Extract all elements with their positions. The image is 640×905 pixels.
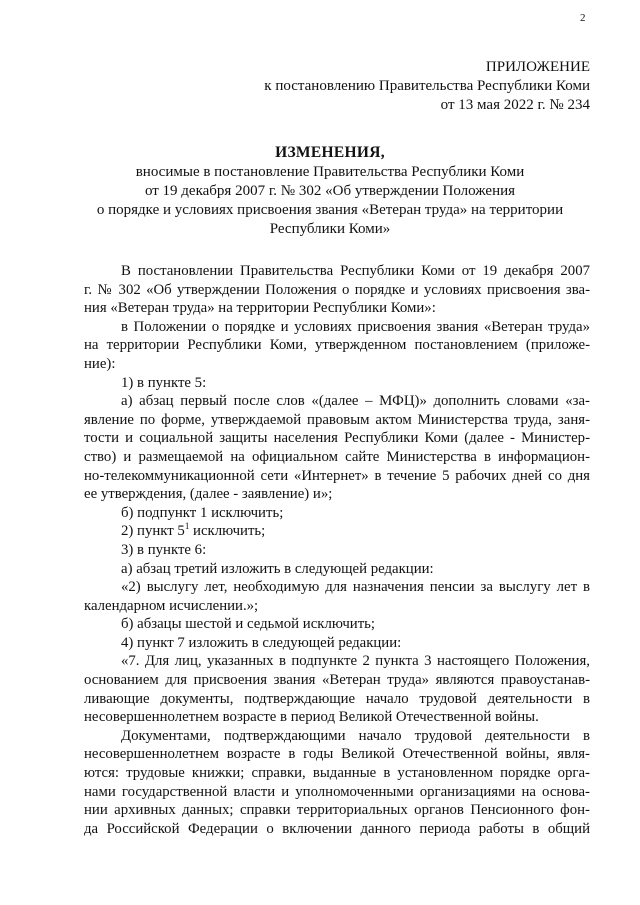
- body-line: ее утверждения, (далее - заявление) и»;: [84, 486, 333, 503]
- body-line: основанием для присвоения звания «Ветеран труда» являются правоустанав-: [84, 672, 590, 689]
- body-line: явление по форме, утверждаемой правовым актом Министерства труда, заня-: [84, 411, 590, 428]
- body-line: календарном исчислении.»;: [84, 597, 259, 614]
- body-text: исключить;: [189, 523, 266, 540]
- appendix-block: [264, 58, 590, 115]
- body-line: «7. Для лиц, указанных в подпункте 2 пункта 3 настоящего Положения,: [121, 653, 590, 670]
- body-line: ливающие документы, подтверждающие начало трудовой деятельности в: [84, 690, 590, 707]
- body-line: ния «Ветеран труда» на территории Республики Коми»:: [84, 300, 436, 317]
- body-line: 3) в пункте 6:: [121, 541, 207, 558]
- body-line: на территории Республики Коми, утвержденном постановлением (приложе-: [84, 337, 590, 354]
- document-body: [84, 262, 590, 838]
- appendix-title: ПРИЛОЖЕНИЕ: [485, 59, 590, 75]
- appendix-line: к постановлению Правительства Республики Коми: [264, 78, 590, 94]
- heading-line: Республики Коми»: [269, 221, 391, 237]
- body-line: 1) в пункте 5:: [121, 374, 207, 391]
- body-line: б) подпункт 1 исключить;: [121, 504, 284, 521]
- body-line: [84, 522, 590, 541]
- body-line: ство) и размещаемой на официальном сайте Министерства в информацион-: [84, 448, 590, 465]
- body-line: но-телекоммуникационной сети «Интернет» в течение 5 рабочих дней со дня: [84, 467, 590, 484]
- body-line: а) абзац третий изложить в следующей редакции:: [121, 560, 434, 577]
- body-line: г. № 302 «Об утверждении Положения о порядке и условиях присвоения зва-: [84, 281, 590, 298]
- body-text: 2) пункт 5: [121, 523, 185, 540]
- heading-line: вносимые в постановление Правительства Республики Коми: [135, 164, 525, 180]
- body-line: «2) выслугу лет, необходимую для назначения пенсии за выслугу лет в: [121, 579, 590, 596]
- body-line: ние):: [84, 355, 116, 372]
- body-line: ются: трудовые книжки; справки, выданные в установленном порядке орга-: [84, 765, 590, 782]
- body-line: тости и социальной защиты населения Республики Коми (далее - Министер-: [84, 430, 590, 447]
- body-line: да Российской Федерации о включении данного периода работы в общий: [84, 820, 590, 837]
- heading-line: от 19 декабря 2007 г. № 302 «Об утверждении Положения: [144, 183, 516, 199]
- page-number: 2: [580, 12, 586, 24]
- body-line: В постановлении Правительства Республики Коми от 19 декабря 2007: [121, 263, 590, 279]
- appendix-line: от 13 мая 2022 г. № 234: [440, 97, 590, 113]
- body-line: б) абзацы шестой и седьмой исключить;: [121, 616, 376, 633]
- body-line: несовершеннолетнем возрасте в годы Великой Отечественной войны, явля-: [84, 746, 590, 763]
- document-title: ИЗМЕНЕНИЯ,: [275, 144, 385, 161]
- body-line: Документами, подтверждающими начало трудовой деятельности в: [121, 727, 590, 744]
- body-line: в Положении о порядке и условиях присвоения звания «Ветеран труда»: [121, 318, 590, 335]
- body-line: 4) пункт 7 изложить в следующей редакции:: [121, 634, 402, 651]
- body-line: несовершеннолетнем возрасте в период Великой Отечественной войны.: [84, 709, 539, 726]
- body-line: нами государственной власти и уполномоченными организациями на основа-: [84, 783, 590, 800]
- body-line: а) абзац первый после слов «(далее – МФЦ)» дополнить словами «за-: [121, 393, 590, 410]
- document-heading: [70, 143, 590, 239]
- superscript: 1: [184, 522, 190, 532]
- body-line: нии архивных данных; справки территориальных органов Пенсионного фон-: [84, 802, 590, 819]
- heading-line: о порядке и условиях присвоения звания «Ветеран труда» на территории: [96, 202, 564, 218]
